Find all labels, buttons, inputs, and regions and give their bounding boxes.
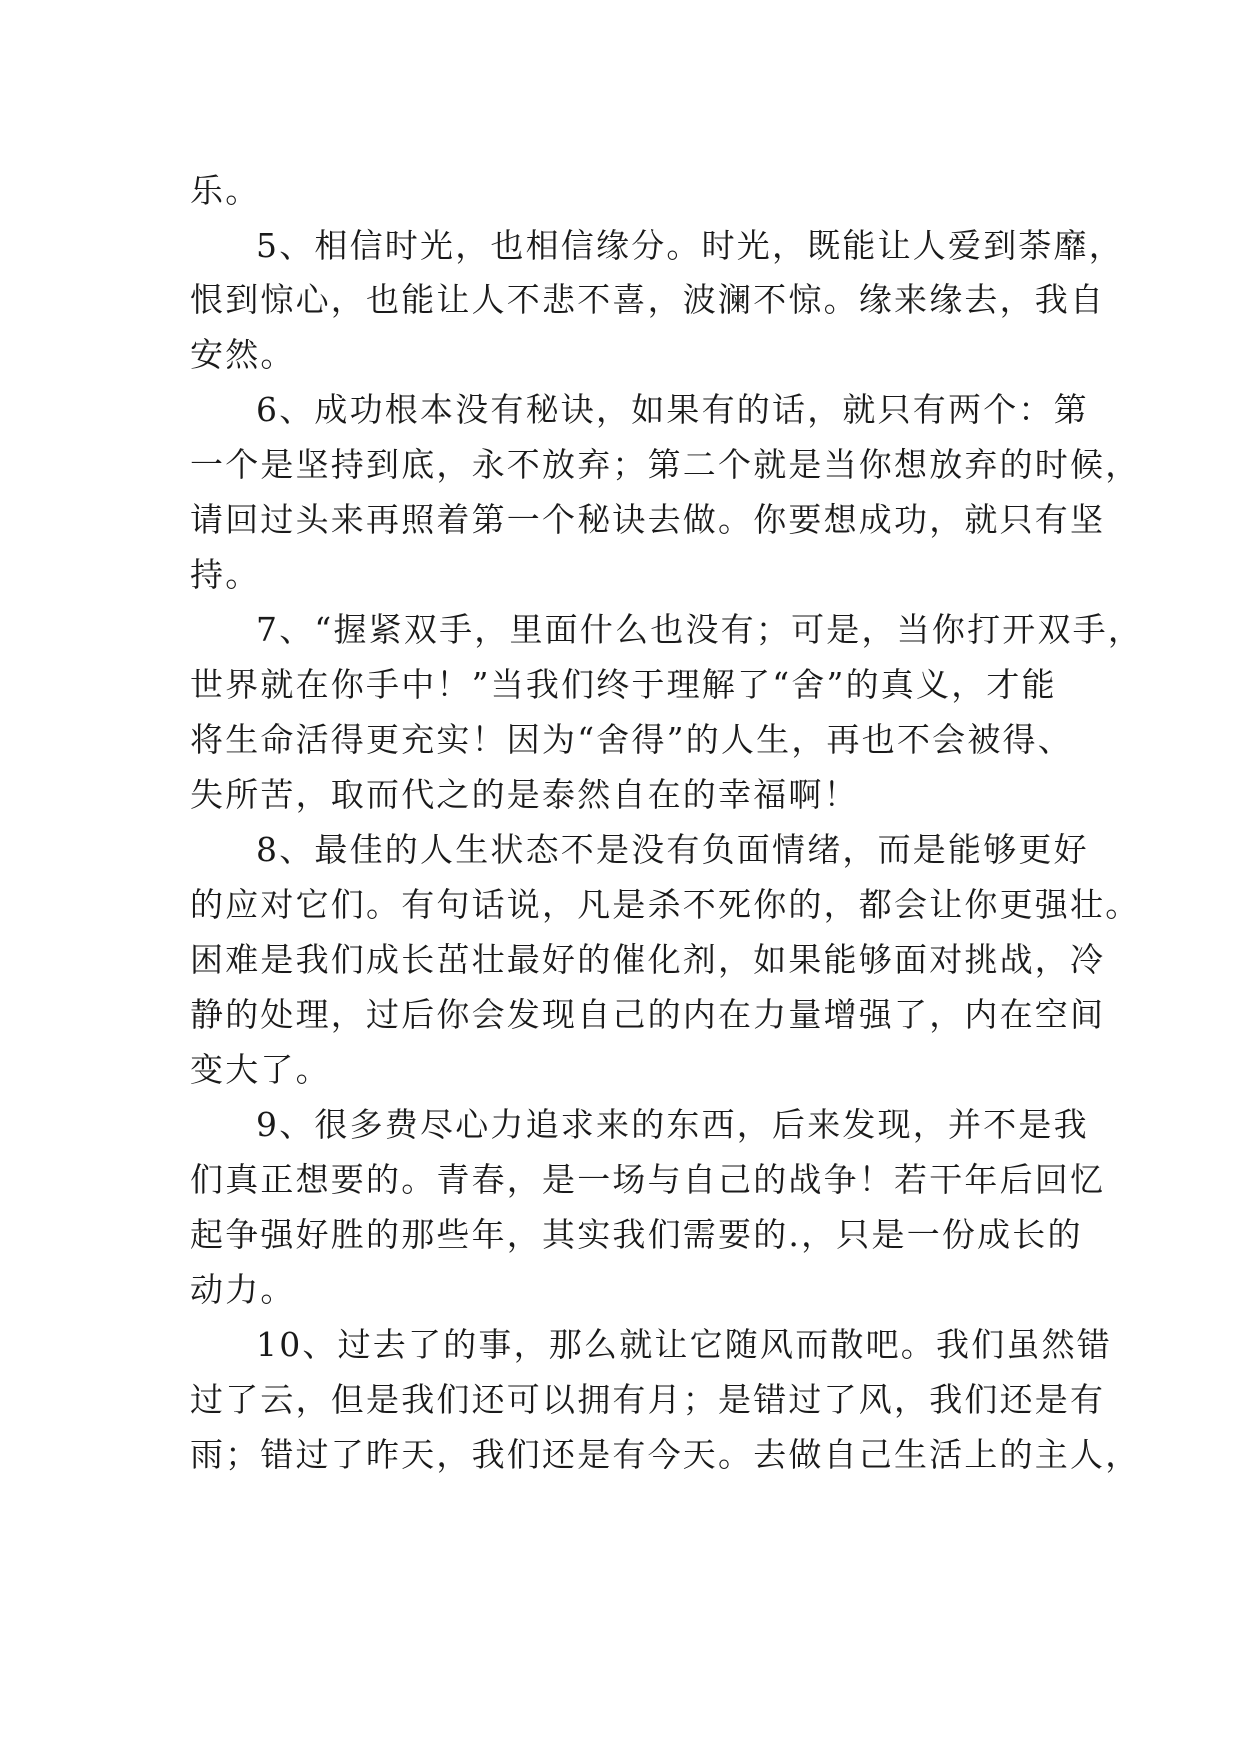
text-line: 的应对它们。有句话说，凡是杀不死你的，都会让你更强壮。 [190, 885, 1141, 924]
text-line: 10、过去了的事，那么就让它随风而散吧。我们虽然错 [256, 1325, 1112, 1364]
text-line: 持。 [190, 555, 261, 594]
text-line: 一个是坚持到底，永不放弃；第二个就是当你想放弃的时候， [190, 445, 1141, 484]
text-line: 恨到惊心，也能让人不悲不喜，波澜不惊。缘来缘去，我自 [190, 280, 1106, 319]
text-line: 9、很多费尽心力追求来的东西，后来发现，并不是我 [256, 1105, 1089, 1144]
text-line: 起争强好胜的那些年，其实我们需要的.，只是一份成长的 [190, 1215, 1083, 1254]
text-line: 动力。 [190, 1270, 296, 1309]
text-line: 将生命活得更充实！因为“舍得”的人生，再也不会被得、 [190, 720, 1073, 759]
text-line: 安然。 [190, 335, 296, 374]
text-line: 雨；错过了昨天，我们还是有今天。去做自己生活上的主人， [190, 1435, 1141, 1474]
text-line: 失所苦，取而代之的是泰然自在的幸福啊！ [190, 775, 859, 814]
text-line: 5、相信时光，也相信缘分。时光，既能让人爱到荼靡， [256, 226, 1124, 265]
text-line: 困难是我们成长茁壮最好的催化剂，如果能够面对挑战，冷 [190, 940, 1106, 979]
text-line: 6、成功根本没有秘诀，如果有的话，就只有两个：第 [256, 390, 1089, 429]
text-line: 请回过头来再照着第一个秘诀去做。你要想成功，就只有坚 [190, 500, 1106, 539]
text-line: 静的处理，过后你会发现自己的内在力量增强了，内在空间 [190, 995, 1106, 1034]
text-line: 世界就在你手中！”当我们终于理解了“舍”的真义，才能 [190, 665, 1057, 704]
text-line: 变大了。 [190, 1050, 331, 1089]
text-line: 过了云，但是我们还可以拥有月；是错过了风，我们还是有 [190, 1380, 1106, 1419]
text-line: 们真正想要的。青春，是一场与自己的战争！若干年后回忆 [190, 1160, 1106, 1199]
text-line: 8、最佳的人生状态不是没有负面情绪，而是能够更好 [256, 830, 1089, 869]
text-line: 7、“握紧双手，里面什么也没有；可是，当你打开双手， [256, 610, 1144, 649]
text-line: 乐。 [190, 171, 261, 210]
